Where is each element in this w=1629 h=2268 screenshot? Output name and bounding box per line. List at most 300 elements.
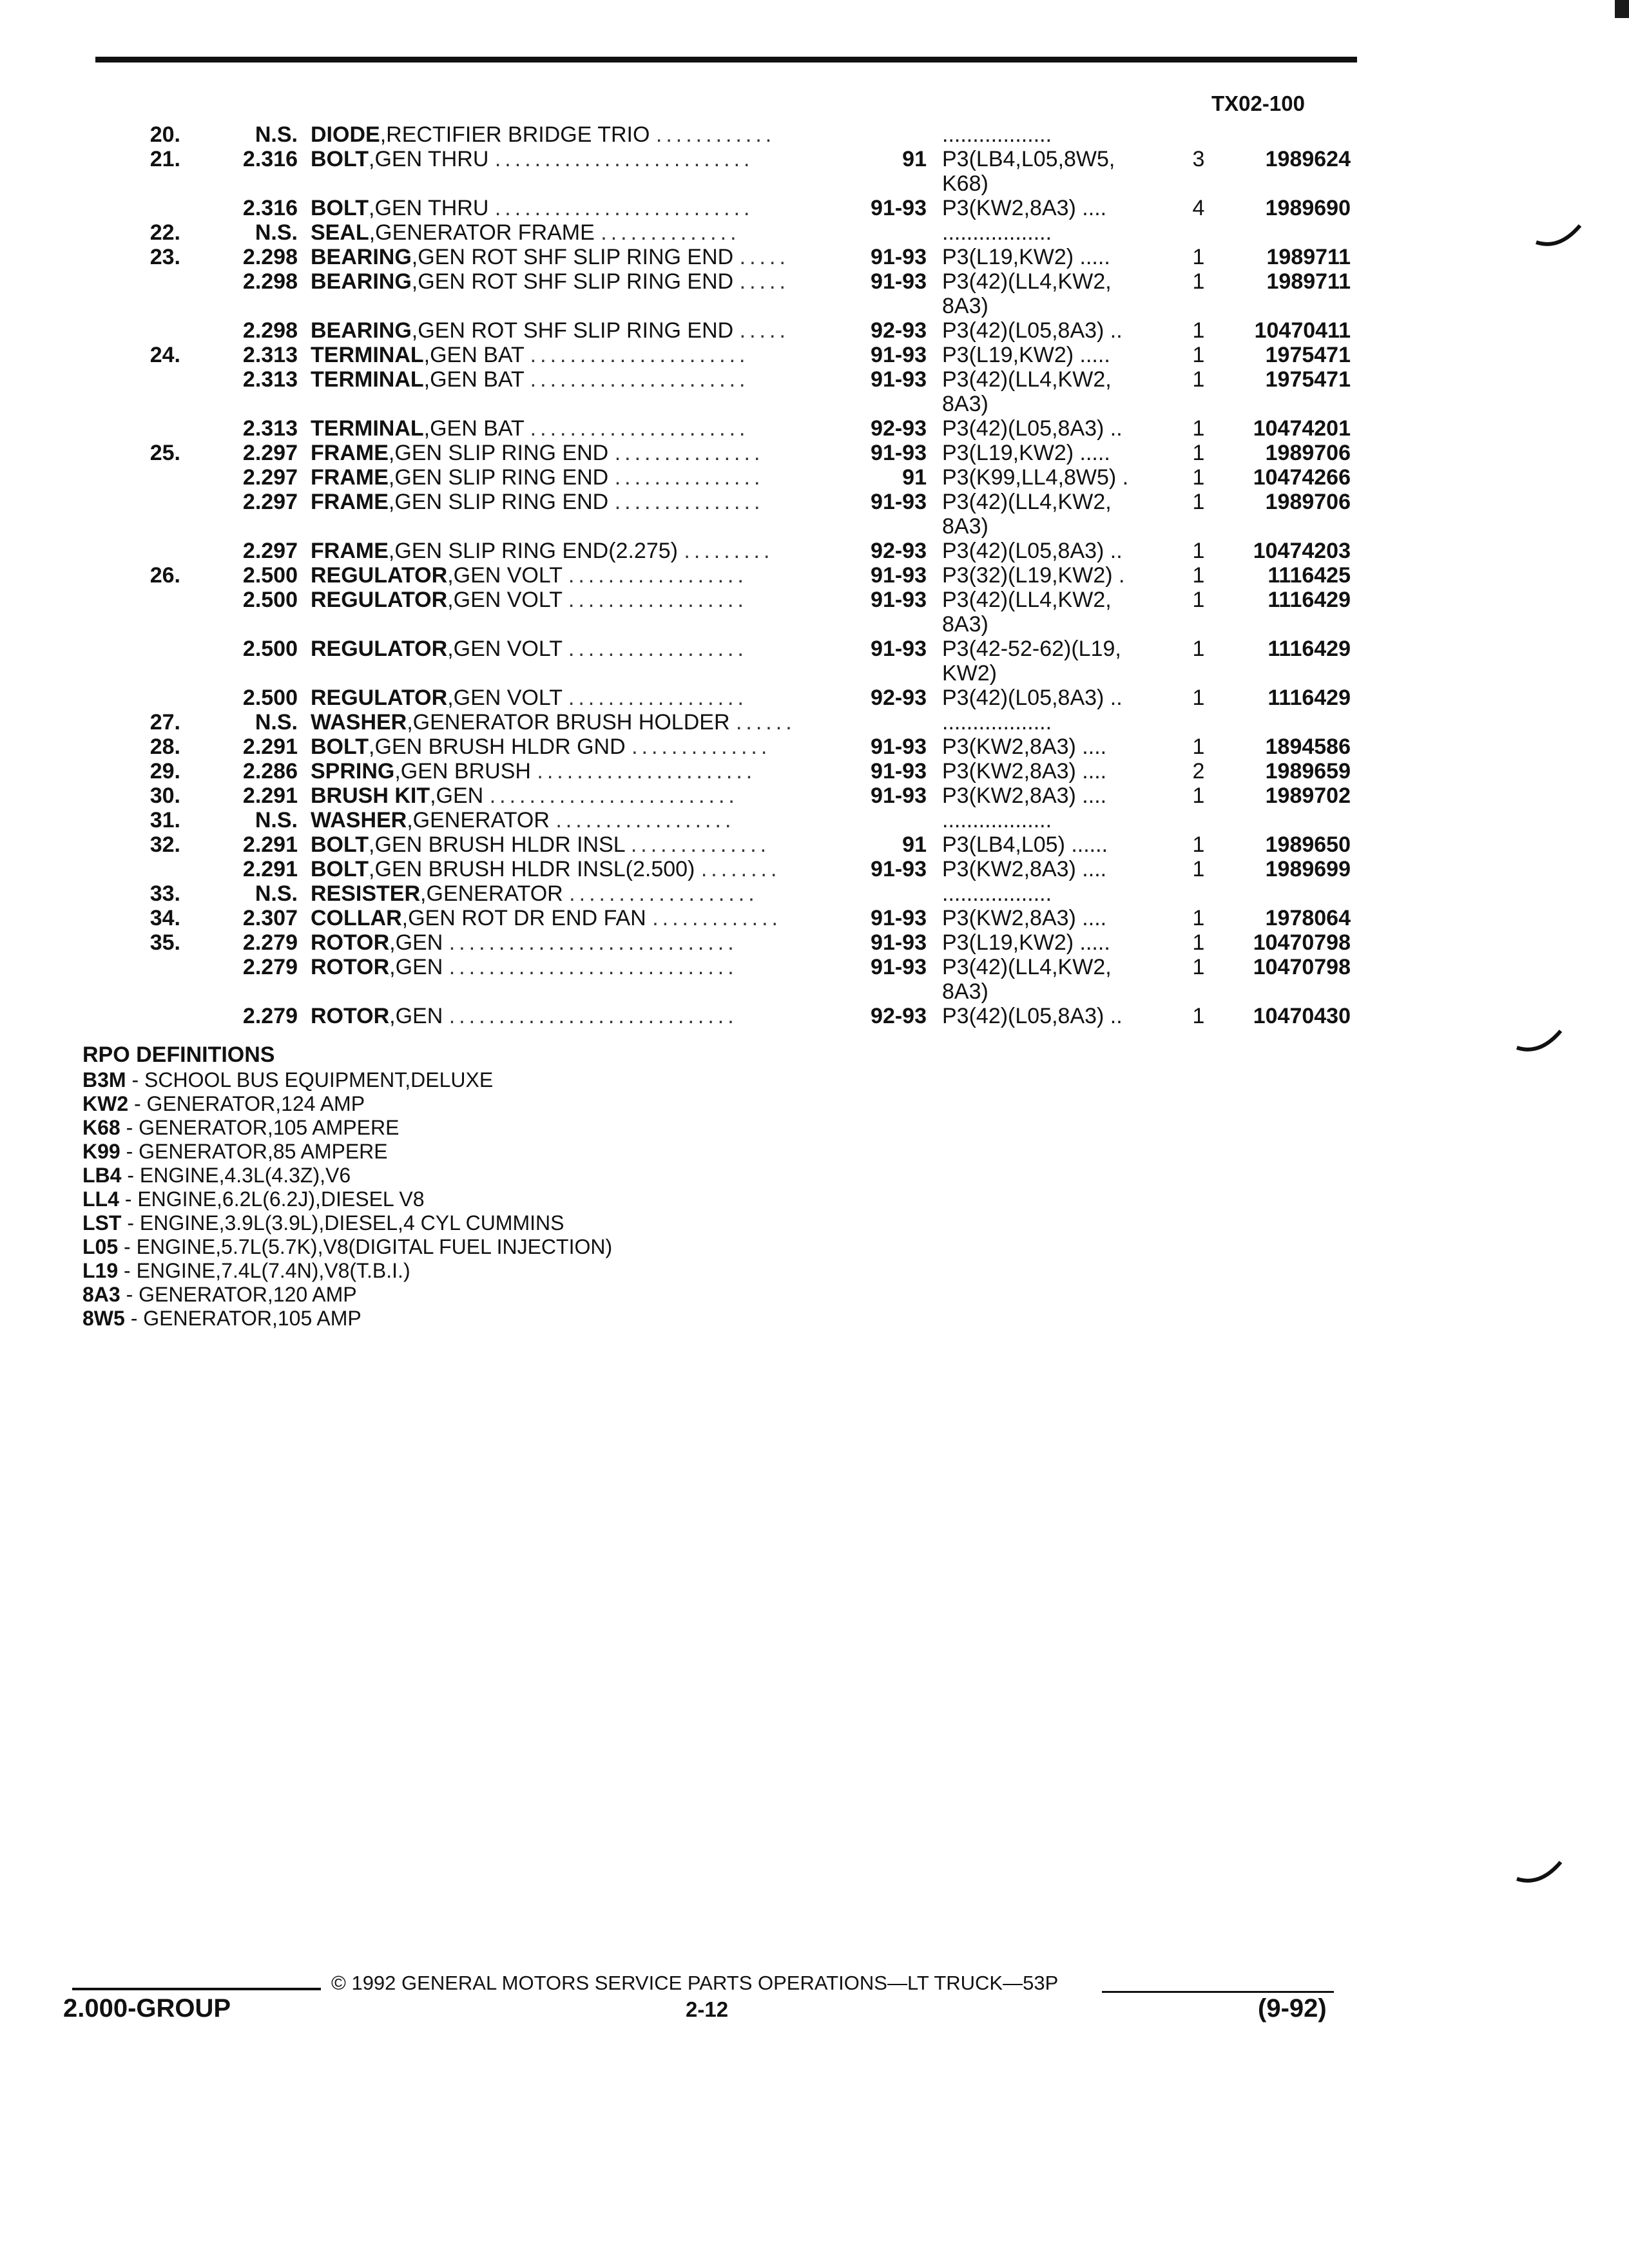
leader-dots: ..... [739, 269, 789, 294]
group-number: 2.279 [242, 930, 298, 955]
part-description [311, 147, 845, 171]
part-description [311, 637, 845, 661]
part-name: SEAL [311, 220, 369, 245]
quantity: 1 [1192, 367, 1205, 392]
part-number: 1989711 [1266, 269, 1351, 294]
rpo-text: - GENERATOR,105 AMP [124, 1307, 361, 1330]
rpo-code: K68 [82, 1116, 120, 1139]
usage-code: P3(KW2,8A3) .... [942, 735, 1107, 759]
leader-dots: ............................. [448, 930, 738, 955]
rpo-code: 8A3 [82, 1283, 120, 1306]
part-number: 1989711 [1266, 245, 1351, 269]
quantity: 3 [1192, 147, 1205, 171]
group-number: 2.500 [242, 686, 298, 710]
part-number: 1116429 [1268, 686, 1351, 710]
quantity: 1 [1192, 416, 1205, 441]
rpo-text: - ENGINE,6.2L(6.2J),DIESEL V8 [119, 1187, 425, 1211]
part-detail: ,GEN SLIP RING END [388, 441, 609, 465]
part-number: 1989624 [1265, 147, 1351, 171]
part-detail: ,GEN [430, 783, 484, 808]
part-description [311, 196, 845, 220]
rpo-text: - GENERATOR,105 AMPERE [120, 1116, 400, 1139]
group-number: 2.316 [242, 147, 298, 171]
binder-mark-icon [1514, 1856, 1566, 1888]
usage-code: P3(42)(L05,8A3) .. [942, 686, 1123, 710]
part-name: REGULATOR [311, 686, 448, 710]
group-number: 2.291 [242, 783, 298, 808]
usage-code: P3(42)(LL4,KW2, 8A3) [942, 588, 1112, 637]
ref-number: 23. [149, 245, 180, 269]
model-years: 92-93 [871, 686, 927, 710]
leader-dots: ...................... [530, 367, 749, 392]
usage-code: P3(42)(L05,8A3) .. [942, 1004, 1123, 1028]
part-number: 1989650 [1265, 832, 1351, 857]
part-number: 10474266 [1253, 465, 1351, 490]
model-years: 91-93 [871, 367, 927, 392]
footer-date: (9-92) [1258, 1994, 1327, 2023]
ref-number: 25. [149, 441, 180, 465]
group-number: 2.500 [242, 588, 298, 612]
ref-number: 29. [149, 759, 180, 783]
part-name: REGULATOR [311, 588, 448, 612]
model-years: 91-93 [871, 490, 927, 514]
rpo-item [82, 1140, 612, 1164]
group-number: 2.291 [242, 857, 298, 881]
part-detail: ,GEN BAT [423, 367, 525, 392]
group-number: 2.279 [242, 955, 298, 979]
usage-code: P3(KW2,8A3) .... [942, 759, 1107, 783]
table-row [0, 367, 1629, 416]
part-name: FRAME [311, 490, 389, 514]
quantity: 1 [1192, 686, 1205, 710]
part-name: COLLAR [311, 906, 402, 930]
part-detail: ,GEN BRUSH HLDR INSL(2.500) [369, 857, 695, 881]
part-name: WASHER [311, 808, 407, 832]
rpo-item [82, 1164, 612, 1187]
part-detail: ,GEN [389, 1004, 443, 1028]
usage-code: P3(42)(LL4,KW2, 8A3) [942, 269, 1112, 318]
group-number: 2.298 [242, 318, 298, 343]
model-years: 91 [902, 832, 927, 857]
model-years: 91-93 [871, 735, 927, 759]
table-row [0, 269, 1629, 318]
part-number: 1116429 [1268, 637, 1351, 661]
usage-code: P3(KW2,8A3) .... [942, 906, 1107, 930]
quantity: 4 [1192, 196, 1205, 220]
rpo-item [82, 1211, 612, 1235]
part-description [311, 735, 845, 759]
part-number: 1989699 [1265, 857, 1351, 881]
part-description [311, 122, 845, 147]
table-row [0, 147, 1629, 196]
ref-number: 28. [149, 735, 180, 759]
usage-code: P3(L19,KW2) ..... [942, 930, 1110, 955]
model-years: 91-93 [871, 588, 927, 612]
table-row [0, 318, 1629, 343]
rpo-code: LST [82, 1211, 122, 1235]
table-row [0, 930, 1629, 955]
model-years: 92-93 [871, 539, 927, 563]
model-years: 92-93 [871, 416, 927, 441]
binder-mark-icon [1534, 219, 1585, 251]
part-name: BEARING [311, 318, 412, 343]
part-description [311, 563, 845, 588]
binder-mark-icon [1514, 1024, 1566, 1057]
table-row [0, 710, 1629, 735]
part-detail: ,GEN SLIP RING END [388, 465, 609, 490]
usage-code: P3(LB4,L05,8W5, K68) [942, 147, 1115, 196]
group-number: 2.500 [242, 563, 298, 588]
footer-rule-right [1102, 1991, 1334, 1993]
group-number: 2.316 [242, 196, 298, 220]
rpo-definitions-list [82, 1068, 612, 1331]
table-row [0, 196, 1629, 220]
part-name: BOLT [311, 735, 369, 759]
part-description [311, 832, 845, 857]
part-number: 10470430 [1253, 1004, 1351, 1028]
quantity: 1 [1192, 783, 1205, 808]
part-name: TERMINAL [311, 343, 424, 367]
quantity: 1 [1192, 930, 1205, 955]
usage-code: P3(KW2,8A3) .... [942, 783, 1107, 808]
part-detail: ,GEN ROT SHF SLIP RING END [411, 269, 734, 294]
part-detail: ,GEN ROT SHF SLIP RING END [411, 245, 734, 269]
group-number: N.S. [255, 808, 298, 832]
leader-dots: ............................. [448, 1004, 738, 1028]
leader-dots: ........ [700, 857, 781, 881]
quantity: 1 [1192, 318, 1205, 343]
group-number: N.S. [255, 220, 298, 245]
rpo-code: KW2 [82, 1092, 129, 1115]
part-detail: ,GEN VOLT [447, 588, 563, 612]
part-name: REGULATOR [311, 637, 448, 661]
part-description [311, 710, 845, 735]
part-detail: ,GEN ROT SHF SLIP RING END [411, 318, 734, 343]
quantity: 1 [1192, 343, 1205, 367]
part-description [311, 245, 845, 269]
table-row [0, 759, 1629, 783]
part-description [311, 930, 845, 955]
part-description [311, 588, 845, 612]
ref-number: 26. [149, 563, 180, 588]
part-description [311, 857, 845, 881]
group-number: N.S. [255, 881, 298, 906]
leader-dots: .............. [601, 220, 740, 245]
group-number: N.S. [255, 710, 298, 735]
ref-number: 27. [149, 710, 180, 735]
part-name: SPRING [311, 759, 395, 783]
group-number: 2.313 [242, 343, 298, 367]
part-name: ROTOR [311, 955, 390, 979]
leader-dots: ......... [684, 539, 774, 563]
rpo-text: - ENGINE,4.3L(4.3Z),V6 [121, 1164, 351, 1187]
quantity: 2 [1192, 759, 1205, 783]
part-name: BRUSH KIT [311, 783, 430, 808]
group-number: 2.291 [242, 735, 298, 759]
part-number: 10474201 [1253, 416, 1351, 441]
ref-number: 30. [149, 783, 180, 808]
leader-dots: ...................... [530, 416, 749, 441]
part-name: BOLT [311, 857, 369, 881]
part-description [311, 220, 845, 245]
part-description [311, 318, 845, 343]
part-number: 1989706 [1265, 490, 1351, 514]
table-row [0, 783, 1629, 808]
rpo-code: L05 [82, 1235, 119, 1258]
table-row [0, 122, 1629, 147]
leader-dots: ................... [569, 881, 758, 906]
ref-number: 24. [149, 343, 180, 367]
rpo-text: - ENGINE,7.4L(7.4N),V8(T.B.I.) [118, 1259, 410, 1282]
part-description [311, 881, 845, 906]
model-years: 91-93 [871, 783, 927, 808]
part-detail: ,GEN THRU [369, 196, 489, 220]
part-name: BEARING [311, 269, 412, 294]
part-detail: ,GEN VOLT [447, 563, 563, 588]
group-number: 2.297 [242, 539, 298, 563]
usage-code: P3(42-52-62)(L19, KW2) [942, 637, 1121, 686]
part-number: 1989702 [1265, 783, 1351, 808]
rpo-item [82, 1307, 612, 1331]
part-name: DIODE [311, 122, 380, 147]
part-description [311, 783, 845, 808]
part-detail: ,GEN VOLT [447, 686, 563, 710]
usage-code: P3(KW2,8A3) .... [942, 196, 1107, 220]
rpo-text: - ENGINE,5.7L(5.7K),V8(DIGITAL FUEL INJECTION) [118, 1235, 613, 1258]
group-number: 2.307 [242, 906, 298, 930]
table-row [0, 245, 1629, 269]
leader-dots: .................. [555, 808, 735, 832]
table-row [0, 220, 1629, 245]
part-name: WASHER [311, 710, 407, 735]
table-row [0, 637, 1629, 686]
footer-rule-left [72, 1988, 321, 1990]
ref-number: 35. [149, 930, 180, 955]
part-detail: ,GEN VOLT [447, 637, 563, 661]
ref-number: 31. [149, 808, 180, 832]
part-description [311, 539, 845, 563]
usage-code: P3(L19,KW2) ..... [942, 441, 1110, 465]
part-detail: ,GEN THRU [369, 147, 489, 171]
rpo-heading: RPO DEFINITIONS [82, 1043, 275, 1067]
leader-dots: .............. [631, 735, 771, 759]
part-description [311, 441, 845, 465]
part-number: 10474203 [1253, 539, 1351, 563]
model-years: 91-93 [871, 441, 927, 465]
part-description [311, 1004, 845, 1028]
group-number: 2.297 [242, 441, 298, 465]
quantity: 1 [1192, 245, 1205, 269]
part-description [311, 343, 845, 367]
usage-code: P3(L19,KW2) ..... [942, 343, 1110, 367]
parts-table [0, 0, 1629, 1044]
leader-dots: ...................... [537, 759, 757, 783]
part-detail: ,GEN BRUSH HLDR GND [369, 735, 626, 759]
part-name: BOLT [311, 196, 369, 220]
table-row [0, 832, 1629, 857]
rpo-code: 8W5 [82, 1307, 125, 1330]
part-name: BOLT [311, 147, 369, 171]
rpo-code: L19 [82, 1259, 119, 1282]
group-number: 2.286 [242, 759, 298, 783]
ref-number: 20. [149, 122, 180, 147]
model-years: 92-93 [871, 318, 927, 343]
part-description [311, 906, 845, 930]
rpo-text: - ENGINE,3.9L(3.9L),DIESEL,4 CYL CUMMINS [121, 1211, 564, 1235]
group-number: 2.279 [242, 1004, 298, 1028]
quantity: 1 [1192, 441, 1205, 465]
table-row [0, 588, 1629, 637]
quantity: 1 [1192, 490, 1205, 514]
model-years: 91-93 [871, 759, 927, 783]
table-row [0, 686, 1629, 710]
part-name: REGULATOR [311, 563, 448, 588]
rpo-code: K99 [82, 1140, 120, 1163]
part-description [311, 465, 845, 490]
table-row [0, 490, 1629, 539]
part-number: 1978064 [1265, 906, 1351, 930]
table-row [0, 343, 1629, 367]
leader-dots: .................. [568, 686, 747, 710]
group-number: 2.313 [242, 416, 298, 441]
usage-code: P3(42)(LL4,KW2, 8A3) [942, 955, 1112, 1004]
model-years: 91-93 [871, 196, 927, 220]
leader-dots: ............................. [448, 955, 738, 979]
leader-dots: ............... [614, 441, 764, 465]
table-row [0, 465, 1629, 490]
model-years: 91-93 [871, 637, 927, 661]
table-row [0, 808, 1629, 832]
leader-dots: ..... [739, 245, 789, 269]
quantity: 1 [1192, 735, 1205, 759]
leader-dots: .............. [630, 832, 771, 857]
table-row [0, 906, 1629, 930]
part-name: TERMINAL [311, 416, 424, 441]
leader-dots: ............. [652, 906, 782, 930]
part-detail: ,GENERATOR [420, 881, 563, 906]
leader-dots: ............ [655, 122, 776, 147]
part-description [311, 759, 845, 783]
rpo-code: LB4 [82, 1164, 122, 1187]
group-number: 2.313 [242, 367, 298, 392]
part-number: 1894586 [1265, 735, 1351, 759]
group-number: 2.298 [242, 269, 298, 294]
model-years: 91-93 [871, 343, 927, 367]
part-name: ROTOR [311, 1004, 390, 1028]
ref-number: 33. [149, 881, 180, 906]
part-description [311, 416, 845, 441]
usage-code: .................. [942, 881, 1052, 906]
model-years: 91 [902, 147, 927, 171]
part-number: 1116429 [1268, 588, 1351, 612]
part-number: 1989706 [1265, 441, 1351, 465]
quantity: 1 [1192, 269, 1205, 294]
usage-code: .................. [942, 710, 1052, 735]
usage-code: P3(L19,KW2) ..... [942, 245, 1110, 269]
part-name: TERMINAL [311, 367, 424, 392]
model-years: 92-93 [871, 1004, 927, 1028]
part-number: 1116425 [1268, 563, 1351, 588]
group-number: 2.291 [242, 832, 298, 857]
ref-number: 34. [149, 906, 180, 930]
usage-code: P3(42)(L05,8A3) .. [942, 539, 1123, 563]
quantity: 1 [1192, 465, 1205, 490]
rpo-item [82, 1116, 612, 1140]
rpo-item [82, 1235, 612, 1259]
part-description [311, 808, 845, 832]
model-years: 91-93 [871, 269, 927, 294]
leader-dots: .................. [568, 588, 747, 612]
table-row [0, 441, 1629, 465]
part-number: 1989690 [1265, 196, 1351, 220]
usage-code: P3(42)(L05,8A3) .. [942, 318, 1123, 343]
part-detail: ,GEN BRUSH HLDR INSL [369, 832, 625, 857]
part-description [311, 269, 845, 294]
leader-dots: .......................... [494, 147, 754, 171]
model-years: 91-93 [871, 906, 927, 930]
part-name: BOLT [311, 832, 369, 857]
quantity: 1 [1192, 563, 1205, 588]
quantity: 1 [1192, 832, 1205, 857]
part-detail: ,GEN BAT [423, 416, 525, 441]
usage-code: P3(42)(L05,8A3) .. [942, 416, 1123, 441]
table-row [0, 857, 1629, 881]
quantity: 1 [1192, 588, 1205, 612]
rpo-item [82, 1259, 612, 1283]
leader-dots: ............... [614, 490, 764, 514]
part-detail: ,GEN [389, 930, 443, 955]
quantity: 1 [1192, 539, 1205, 563]
leader-dots: .......................... [494, 196, 754, 220]
part-description [311, 955, 845, 979]
usage-code: .................. [942, 220, 1052, 245]
part-detail: ,GEN SLIP RING END [388, 490, 609, 514]
part-detail: ,GEN ROT DR END FAN [401, 906, 646, 930]
part-detail: ,RECTIFIER BRIDGE TRIO [380, 122, 650, 147]
leader-dots: ......................... [489, 783, 738, 808]
rpo-item [82, 1187, 612, 1211]
group-number: 2.500 [242, 637, 298, 661]
footer-page-number: 2-12 [686, 1997, 729, 2021]
usage-code: P3(LB4,L05) ...... [942, 832, 1108, 857]
rpo-text: - SCHOOL BUS EQUIPMENT,DELUXE [126, 1068, 494, 1091]
rpo-code: B3M [82, 1068, 126, 1091]
leader-dots: ............... [614, 465, 764, 490]
table-row [0, 881, 1629, 906]
ref-number: 21. [149, 147, 180, 171]
part-name: FRAME [311, 539, 389, 563]
group-number: N.S. [255, 122, 298, 147]
model-years: 91-93 [871, 857, 927, 881]
part-number: 1975471 [1265, 343, 1351, 367]
leader-dots: .................. [568, 637, 747, 661]
usage-code: P3(42)(LL4,KW2, 8A3) [942, 367, 1112, 416]
part-name: FRAME [311, 441, 389, 465]
quantity: 1 [1192, 1004, 1205, 1028]
footer-copyright: © 1992 GENERAL MOTORS SERVICE PARTS OPERATIONS—LT TRUCK—53P [331, 1972, 1059, 1994]
usage-code: P3(42)(LL4,KW2, 8A3) [942, 490, 1112, 539]
part-name: RESISTER [311, 881, 421, 906]
part-detail: ,GEN BAT [423, 343, 525, 367]
usage-code: .................. [942, 808, 1052, 832]
quantity: 1 [1192, 637, 1205, 661]
model-years: 91-93 [871, 245, 927, 269]
part-name: FRAME [311, 465, 389, 490]
rpo-code: LL4 [82, 1187, 119, 1211]
table-row [0, 735, 1629, 759]
part-detail: ,GEN [389, 955, 443, 979]
leader-dots: ...... [735, 710, 796, 735]
